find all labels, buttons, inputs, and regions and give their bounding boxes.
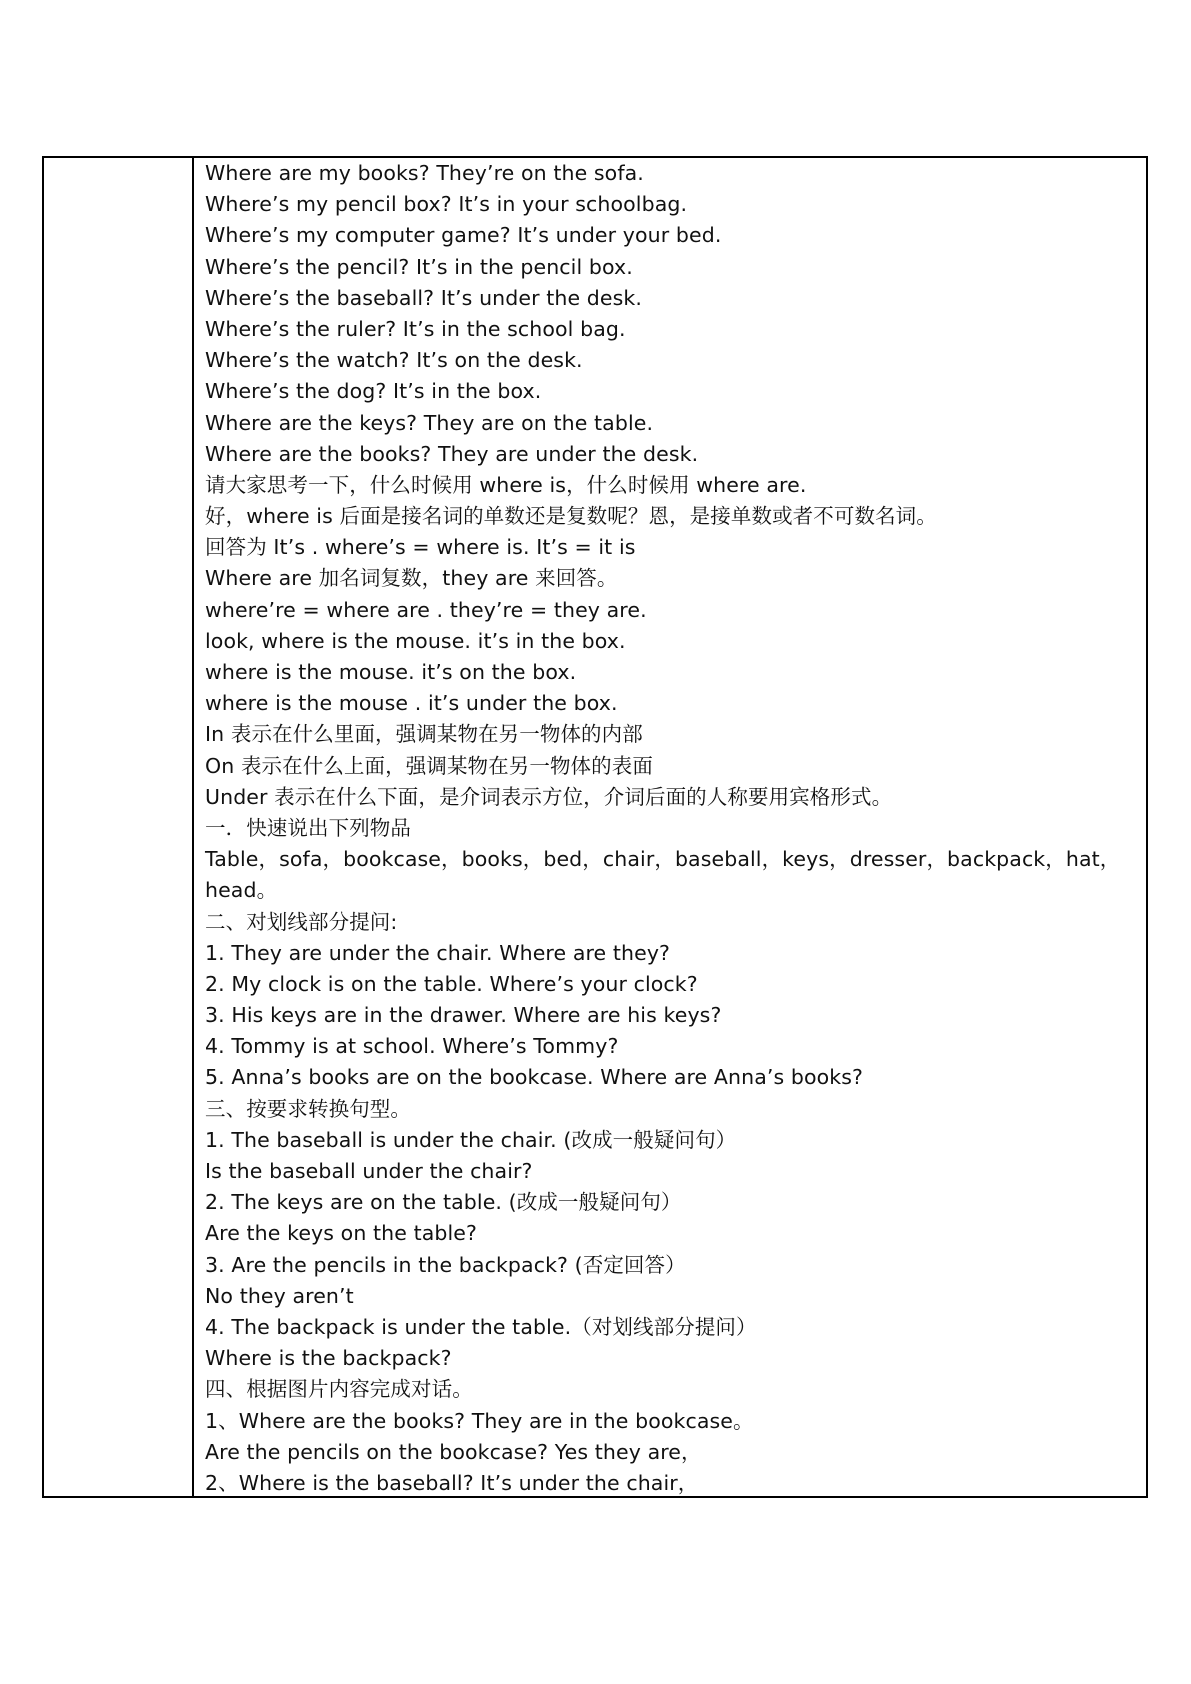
section-heading: 四、根据图片内容完成对话。 — [205, 1377, 473, 1402]
text-line: where is the mouse . it’s under the box. — [205, 691, 618, 716]
text-line: On 表示在什么上面，强调某物在另一物体的表面 — [205, 753, 653, 778]
text-line: Where’s the baseball? It’s under the desk. — [205, 285, 642, 310]
text-line: Where’s my pencil box? It’s in your schoolbag. — [205, 192, 688, 217]
text-line: 4. Tommy is at school. Where’s Tommy? — [205, 1034, 619, 1059]
text-line: Where are 加名词复数，they are 来回答。 — [205, 566, 618, 591]
text-line: 3. His keys are in the drawer. Where are his keys? — [205, 1003, 722, 1028]
lesson-table — [42, 156, 1148, 1498]
text-line: Where’s the dog? It’s in the box. — [205, 379, 542, 404]
text-line: 2、Where is the baseball? It’s under the chair， — [205, 1470, 699, 1495]
text-line: 4. The backpack is under the table.（对划线部分提问） — [205, 1314, 757, 1339]
text-line: 5. Anna’s books are on the bookcase. Where are Anna’s books? — [205, 1065, 863, 1090]
text-line: 1、Where are the books? They are in the bookcase。 — [205, 1408, 754, 1433]
text-line: Are the keys on the table? — [205, 1221, 477, 1246]
text-line: In 表示在什么里面，强调某物在另一物体的内部 — [205, 722, 643, 747]
left-column-cell — [44, 158, 194, 1496]
text-line: look, where is the mouse. it’s in the box. — [205, 628, 626, 653]
text-line: Table，sofa，bookcase，books，bed，chair，baseball，keys，dresser，backpack，hat， — [205, 847, 1121, 872]
text-line: Where are my books? They’re on the sofa. — [205, 161, 644, 185]
text-line: 2. The keys are on the table. (改成一般疑问句） — [205, 1190, 682, 1215]
text-line: Where’s my computer game? It’s under your bed. — [205, 223, 722, 248]
section-heading: 二、对划线部分提问: — [205, 909, 398, 934]
text-line: Is the baseball under the chair? — [205, 1159, 533, 1183]
text-line: 1. They are under the chair. Where are they? — [205, 940, 671, 965]
text-line: Where is the backpack? — [205, 1346, 452, 1371]
lesson-content-cell — [194, 158, 1146, 1496]
text-line: where’re = where are . they’re = they are. — [205, 597, 647, 622]
text-line: Under 表示在什么下面，是介词表示方位，介词后面的人称要用宾格形式。 — [205, 784, 893, 809]
text-line: 好，where is 后面是接名词的单数还是复数呢？恩，是接单数或者不可数名词。 — [205, 504, 937, 529]
text-line: where is the mouse. it’s on the box. — [205, 660, 577, 684]
text-line: Where’s the ruler? It’s in the school bag. — [205, 316, 626, 341]
text-line: 请大家思考一下，什么时候用 where is，什么时候用 where are. — [205, 472, 807, 497]
text-line: 2. My clock is on the table. Where’s your clock? — [205, 971, 698, 996]
text-line: Are the pencils on the bookcase? Yes they are， — [205, 1439, 702, 1464]
text-line: Where’s the pencil? It’s in the pencil box. — [205, 254, 633, 279]
text-line: 1. The baseball is under the chair. (改成一般疑问句） — [205, 1127, 737, 1152]
section-heading: 一．快速说出下列物品 — [205, 815, 411, 840]
text-line: 3. Are the pencils in the backpack? (否定回答） — [205, 1252, 686, 1277]
text-line: Where’s the watch? It’s on the desk. — [205, 348, 583, 373]
text-line: 回答为 It’s . where’s = where is. It’s = it is — [205, 535, 636, 560]
text-line: Where are the books? They are under the desk. — [205, 441, 699, 466]
text-line: Where are the keys? They are on the table. — [205, 410, 654, 435]
text-line: head。 — [205, 878, 278, 903]
section-heading: 三、按要求转换句型。 — [205, 1096, 411, 1121]
text-line: No they aren’t — [205, 1283, 354, 1308]
